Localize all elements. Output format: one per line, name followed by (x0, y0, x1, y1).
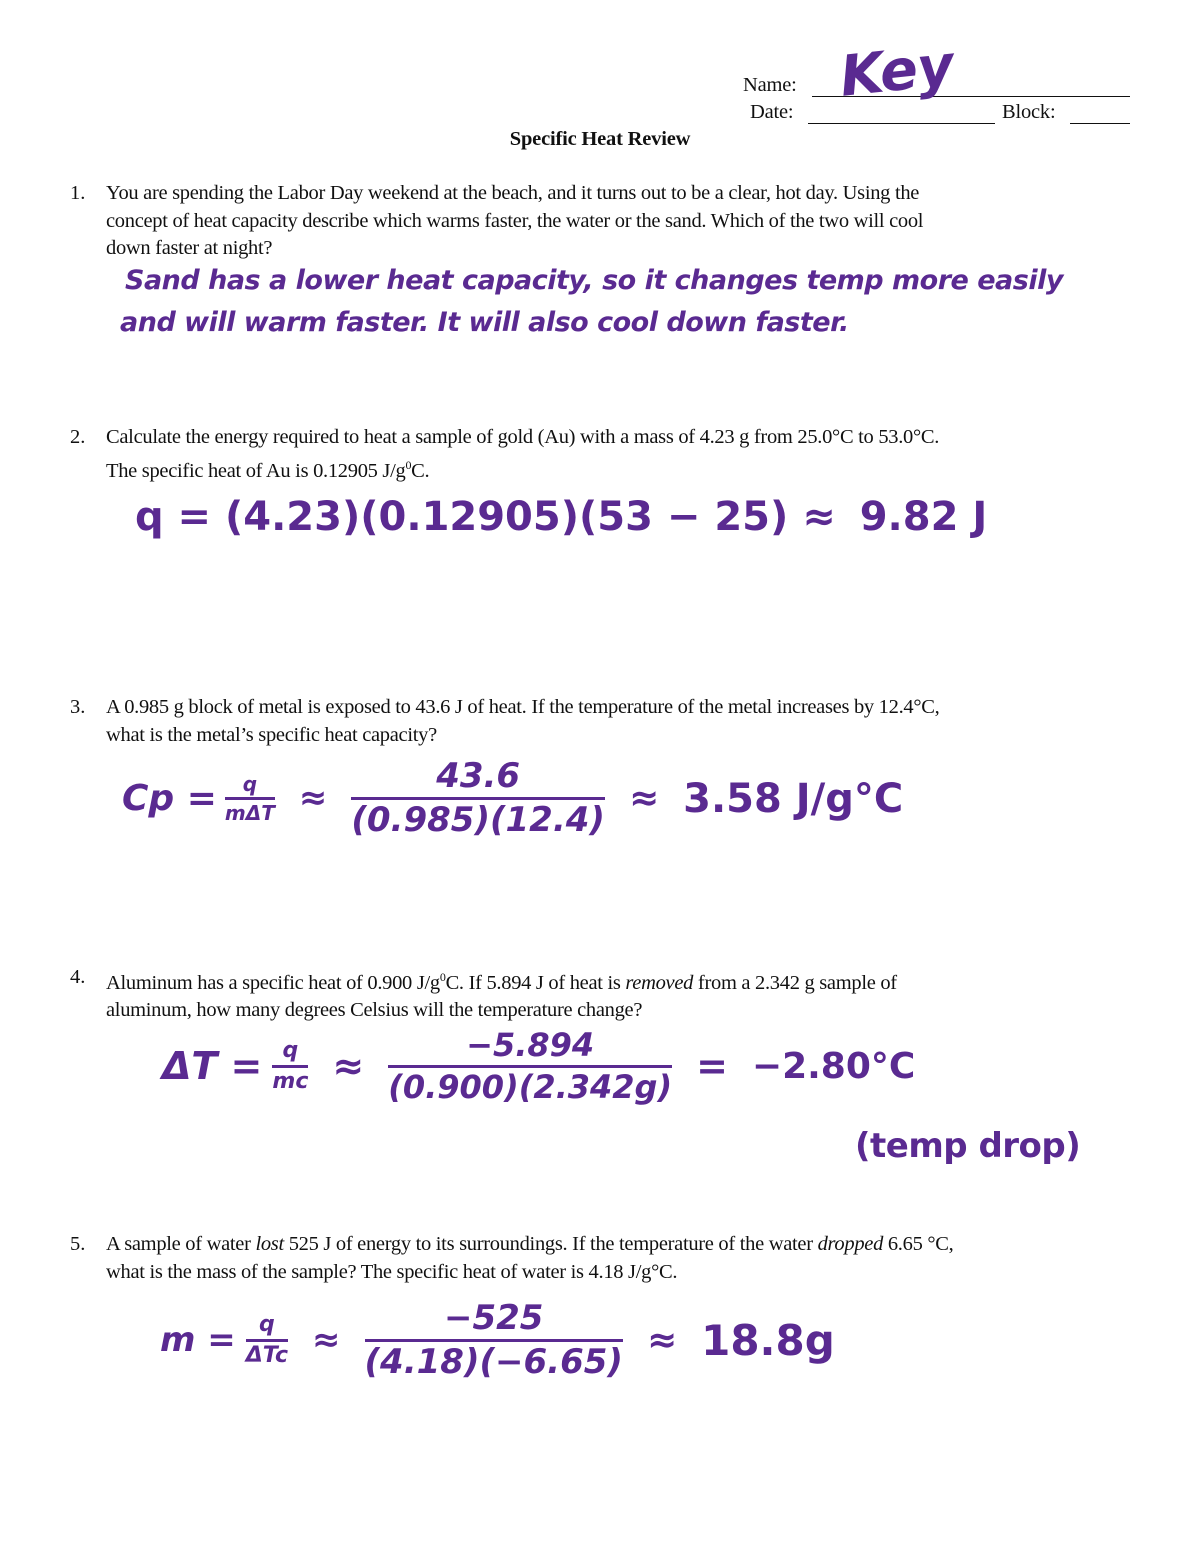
block-label: Block: (1002, 101, 1056, 123)
denominator: ΔTc (245, 1343, 289, 1369)
question-line: what is the metal’s specific heat capacity? (106, 723, 437, 746)
numerator: 43.6 (436, 756, 521, 796)
name-value-handwritten: Key (836, 33, 957, 110)
question-line: down faster at night? (106, 237, 273, 259)
denominator: (0.985)(12.4) (351, 800, 605, 841)
text: The specific heat of Au is 0.12905 J/g (106, 459, 406, 482)
fraction-bar (225, 797, 275, 800)
date-line (808, 123, 995, 124)
text: A sample of water (106, 1233, 256, 1255)
question-4-text (106, 964, 1126, 1025)
answer-4-fraction (388, 1028, 672, 1105)
denominator: (4.18)(−6.65) (364, 1342, 623, 1383)
emphasis: dropped (817, 1233, 884, 1255)
approx-sign: ≈ (298, 778, 328, 819)
question-line: You are spending the Labor Day weekend at the beach, and it turns out to be a clear, hot day. Using the (106, 182, 920, 204)
answer-5-formula-lhs: m = (160, 1320, 236, 1361)
numerator: q (282, 1038, 299, 1063)
numerator: −525 (443, 1298, 544, 1338)
text: from a 2.342 g sample of (693, 971, 897, 994)
block-line (1070, 123, 1130, 124)
question-line: Calculate the energy required to heat a sample of gold (Au) with a mass of 4.23 g from 25.0°C to 53.0°C. (106, 426, 940, 448)
question-line: what is the mass of the sample? The specific heat of water is 4.18 J/g°C. (106, 1260, 678, 1283)
denominator: (0.900)(2.342g) (388, 1068, 673, 1107)
answer-4-result: −2.80°C (751, 1045, 916, 1087)
answer-3-formula-lhs: Cp = (122, 778, 217, 820)
answer-2-row (135, 495, 987, 539)
answer-3-formula-fraction (225, 773, 275, 824)
question-number: 1. (70, 182, 86, 204)
answer-4-formula-lhs: ΔT = (162, 1043, 263, 1088)
answer-2-result: 9.82 J (859, 494, 988, 540)
approx-sign: ≈ (332, 1043, 365, 1088)
answer-1-line-1: Sand has a lower heat capacity, so it changes temp more easily (125, 265, 1063, 296)
name-label: Name: (743, 74, 797, 96)
approx-sign: ≈ (646, 1320, 678, 1362)
answer-5-formula-fraction (246, 1313, 288, 1368)
fraction-bar (272, 1065, 308, 1068)
question-line (106, 1231, 1126, 1259)
denominator: mΔT (224, 801, 275, 826)
question-line (106, 964, 1126, 997)
numerator: q (242, 772, 258, 797)
answer-3-row (122, 758, 903, 840)
date-label: Date: (750, 101, 794, 123)
text: Aluminum has a specific heat of 0.900 J/g (106, 971, 440, 994)
question-3-text (106, 694, 1126, 749)
question-line: concept of heat capacity describe which warms faster, the water or the sand. Which of the two will cool (106, 209, 924, 232)
answer-5-result: 18.8g (701, 1315, 835, 1365)
answer-4-note: (temp drop) (855, 1126, 1081, 1166)
approx-sign: ≈ (312, 1320, 341, 1361)
question-number: 5. (70, 1233, 86, 1255)
question-5-text (106, 1231, 1126, 1286)
answer-4-formula-fraction (272, 1039, 308, 1094)
text: 525 J of energy to its surroundings. If the temperature of the water (283, 1233, 818, 1255)
question-2-text (106, 424, 1126, 485)
answer-5-fraction (365, 1300, 623, 1382)
numerator: −5.894 (466, 1026, 595, 1064)
question-line (106, 452, 1126, 485)
answer-1-line-2: and will warm faster. It will also cool down faster. (120, 307, 849, 338)
text: C. (411, 459, 430, 482)
text: 6.65 °C, (883, 1233, 954, 1255)
superscript: 0 (439, 970, 446, 984)
approx-sign: ≈ (628, 778, 660, 820)
question-number: 4. (70, 966, 86, 988)
question-line: aluminum, how many degrees Celsius will the temperature change? (106, 999, 643, 1022)
answer-5-row (160, 1300, 835, 1382)
equals-sign: = (696, 1043, 728, 1088)
page-title: Specific Heat Review (509, 128, 691, 150)
question-line: A 0.985 g block of metal is exposed to 43.6 J of heat. If the temperature of the metal increases by 12.4°C, (106, 696, 940, 718)
denominator: mc (272, 1069, 309, 1095)
text: C. If 5.894 J of heat is (445, 971, 626, 994)
question-number: 3. (70, 696, 86, 718)
fraction-bar (246, 1339, 288, 1342)
answer-3-fraction (351, 758, 605, 840)
answer-3-result: 3.58 J/g°C (683, 775, 904, 822)
superscript: 0 (405, 457, 412, 472)
numerator: q (259, 1312, 275, 1338)
emphasis: removed (625, 971, 694, 994)
emphasis: lost (255, 1233, 284, 1255)
question-1-text (106, 180, 1126, 263)
question-number: 2. (70, 426, 86, 448)
answer-4-row (162, 1028, 915, 1105)
answer-2-work: q = (4.23)(0.12905)(53 − 25) ≈ (135, 494, 836, 540)
